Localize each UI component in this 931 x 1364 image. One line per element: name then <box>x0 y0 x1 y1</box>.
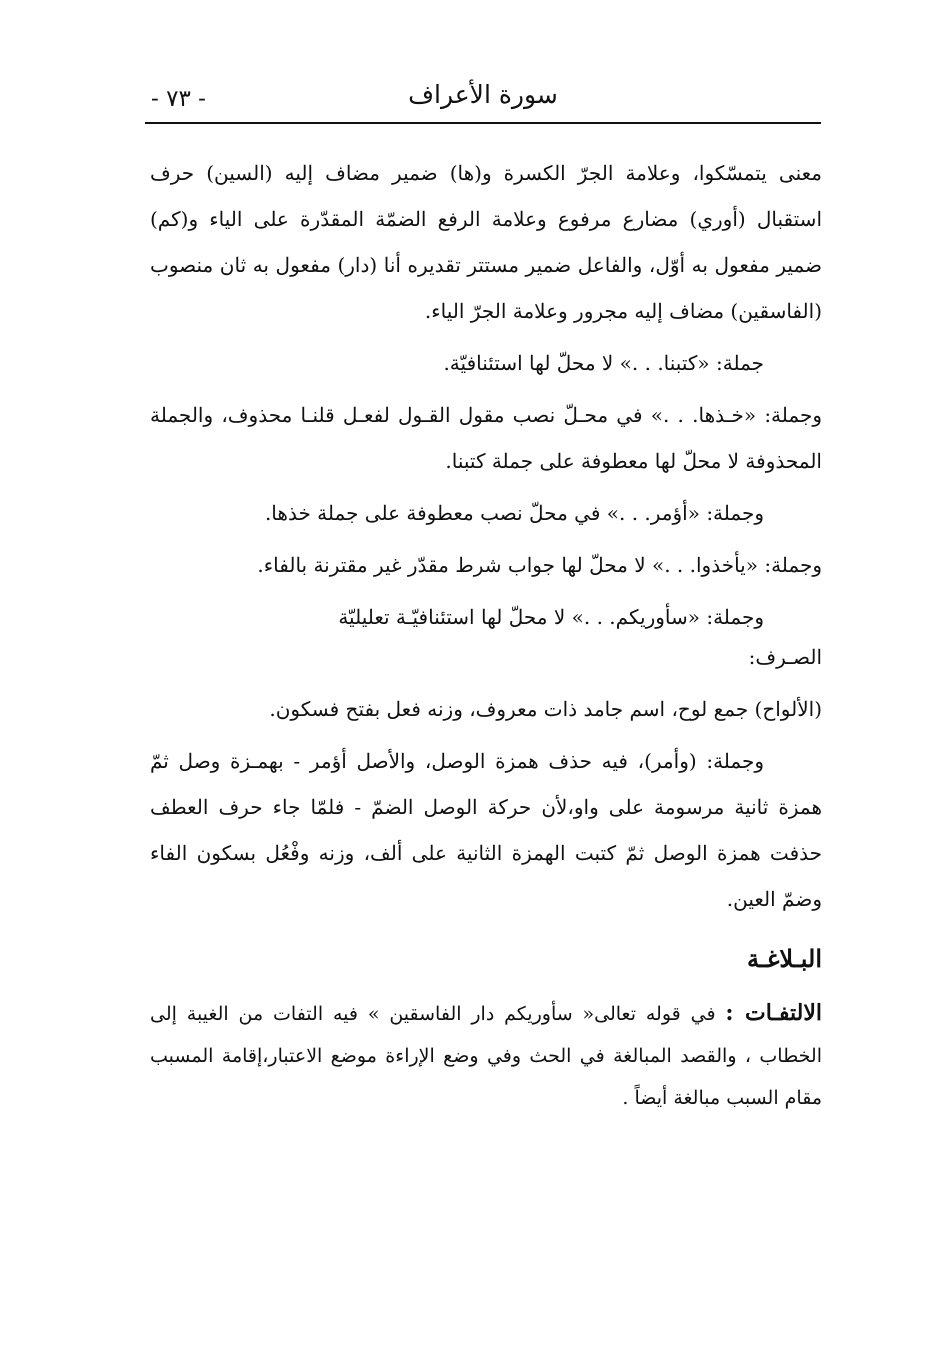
paragraph-jumla-umur: وجملة: «أؤمر. . .» في محلّ نصب معطوفة على جملة خذها. <box>264 501 764 525</box>
page-header <box>145 72 821 128</box>
paragraph-wa-amur: وجملة: (وأمر)، فيه حذف همزة الوصل، والأصل أؤمر - بهمـزة وصل ثمّ همزة ثانية مرسومة على واو،لأن حركة الوصل الضمّ - فلمّا جاء حرف العطف حذفت همزة الوصل ثمّ كتبت الهمزة الثانية على ألف، وزنه وفْعُل بسكون الفاء وضمّ العين. <box>150 749 822 911</box>
paragraph-jumla-katabna: جملة: «كتبنا. . .» لا محلّ لها استئنافيّة. <box>443 351 764 375</box>
balagha-heading: البـلاغـة <box>746 944 822 973</box>
paragraph-alwah: (الألواح) جمع لوح، اسم جامد ذات معروف، وزنه فعل بفتح فسكون. <box>269 697 822 721</box>
paragraph-i-rab: معنى يتمسّكوا، وعلامة الجرّ الكسرة و(ها) ضمير مضاف إليه (السين) حرف استقبال (أوري) مضارع مرفوع وعلامة الرفع الضمّة المقدّرة على الياء و(كم) ضمير مفعول به أوّل، والفاعل ضمير مستتر تقديره أنا (دار) مفعول به ثان منصوب (الفاسقين) مضاف إليه مجرور وعلامة الجرّ الياء. <box>150 161 823 323</box>
surah-title: سورة الأعراف <box>408 80 558 109</box>
header-rule <box>145 122 821 124</box>
page-number: - ٧٣ - <box>151 86 206 112</box>
paragraph-iltifat <box>150 992 822 1119</box>
iltifat-label: الالتفـات : <box>725 1000 822 1026</box>
paragraph-jumla-saurikum: وجملة: «سأوريكم. . .» لا محلّ لها استئنافيّـة تعليليّة <box>338 605 764 629</box>
iltifat-text: في قوله تعالى« سأوريكم دار الفاسقين » فيه التفات من الغيبة إلى الخطاب ، والقصد المبالغة في الحث وفي وضع الإراءة موضع الاعتبار،إقامة المسبب مقام السبب مبالغة أيضاً . <box>150 1003 822 1109</box>
page-body <box>150 150 822 1125</box>
paragraph-jumla-yakhudhu: وجملة: «يأخذوا. . .» لا محلّ لها جواب شرط مقدّر غير مقترنة بالفاء. <box>257 553 822 577</box>
sarf-heading: الصـرف: <box>748 645 822 669</box>
paragraph-jumla-khudhha: وجملة: «خـذها. . .» في محـلّ نصب مقول القـول لفعـل قلنـا محذوف، والجملة المحذوفة لا محلّ لها معطوفة على جملة كتبنا. <box>150 403 822 473</box>
